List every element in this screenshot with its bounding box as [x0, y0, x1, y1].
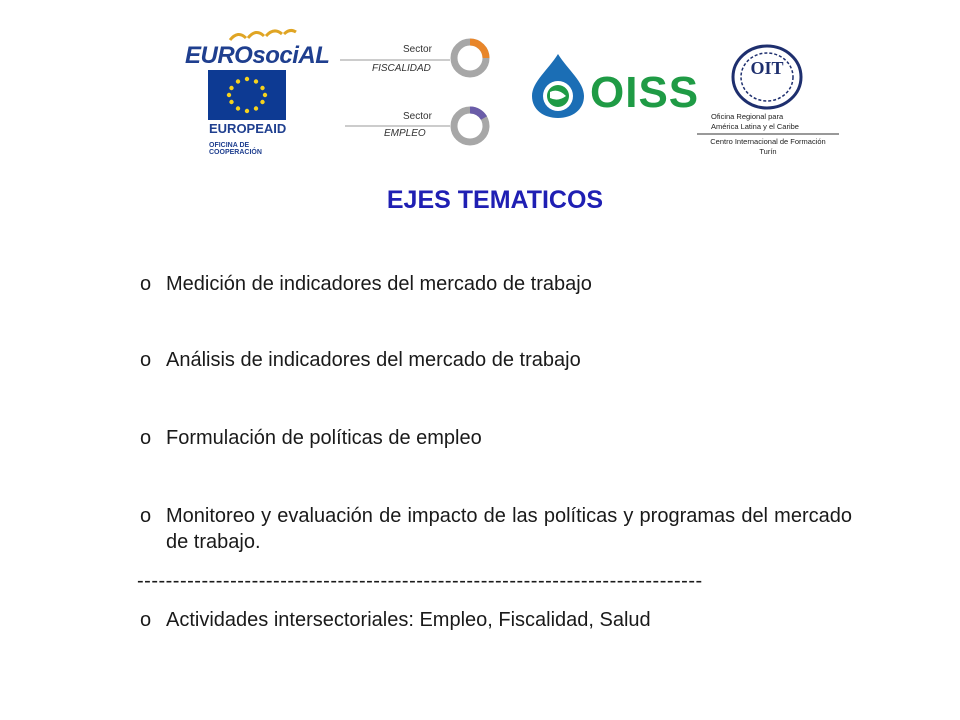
sector-divider	[340, 58, 450, 62]
sector-fiscalidad-name: FISCALIDAD	[372, 63, 431, 74]
oit-line-1: Oficina Regional para	[711, 112, 784, 121]
fiscalidad-ring-icon	[448, 36, 492, 80]
list-item-text: Formulación de políticas de empleo	[166, 427, 482, 449]
oit-line-4: Turín	[759, 147, 777, 156]
europeaid-subtitle: OFICINA DE COOPERACIÓN	[209, 142, 262, 156]
list-item	[140, 425, 852, 451]
eurosocial-logo: EUROsociAL	[185, 42, 330, 69]
logo-strip	[0, 0, 960, 180]
oit-acronym: OIT	[750, 58, 784, 78]
list-item	[140, 607, 852, 633]
bullet-marker: o	[140, 609, 152, 631]
list-item	[140, 271, 852, 297]
list-item	[140, 347, 852, 373]
bullet-marker: o	[140, 273, 152, 295]
list-item-text: Monitoreo y evaluación de impacto de las políticas y programas del mercado de trabajo.	[166, 505, 852, 553]
bullet-marker: o	[140, 427, 152, 449]
separator-line: -------------------------------------------------------------------------------	[137, 570, 703, 592]
list-item-text: Medición de indicadores del mercado de trabajo	[166, 273, 592, 295]
list-item-text: Actividades intersectoriales: Empleo, Fiscalidad, Salud	[166, 609, 651, 631]
sector-label: Sector	[403, 44, 432, 55]
eu-flag-icon	[208, 70, 286, 120]
empleo-ring-icon	[448, 104, 492, 148]
oiss-drop-icon	[528, 52, 588, 120]
list-item	[140, 503, 852, 555]
europeaid-title: EUROPEAID	[209, 121, 287, 136]
sector-label: Sector	[403, 111, 432, 122]
oit-line-2: América Latina y el Caribe	[711, 122, 799, 131]
bullet-marker: o	[140, 505, 152, 527]
slide-title: EJES TEMATICOS	[386, 186, 604, 214]
oit-line-3: Centro Internacional de Formación	[710, 137, 826, 146]
europeaid-logo	[206, 118, 288, 160]
list-item-text: Análisis de indicadores del mercado de trabajo	[166, 349, 581, 371]
oiss-logo: OISS	[590, 68, 700, 117]
bullet-marker: o	[140, 349, 152, 371]
oit-divider	[697, 133, 839, 136]
sector-empleo-name: EMPLEO	[384, 128, 426, 139]
